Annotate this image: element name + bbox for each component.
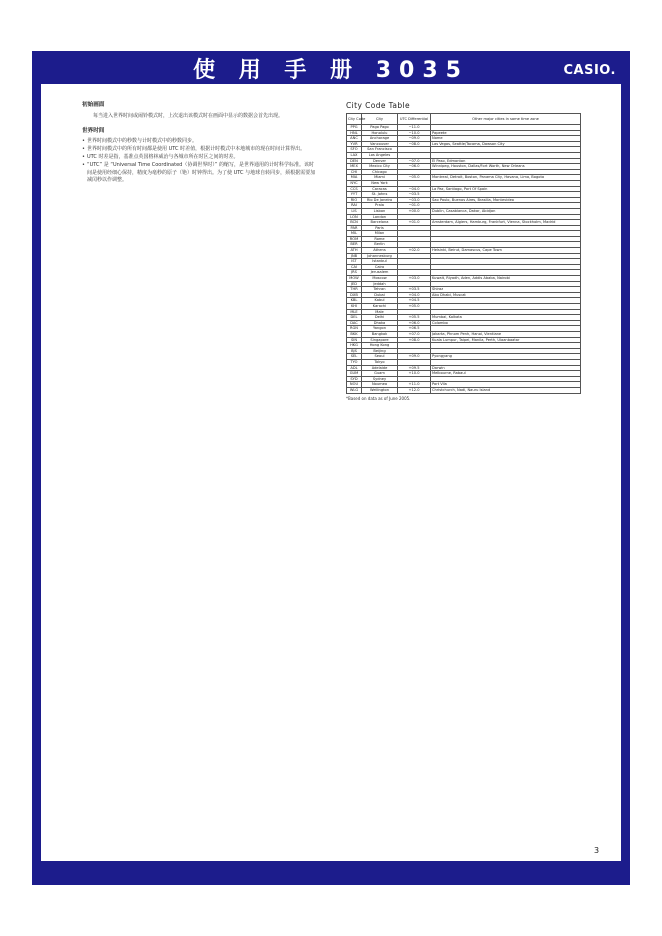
table-row: [347, 220, 581, 226]
cell-utc: +06.0: [398, 320, 431, 326]
cell-city: Vancouver: [362, 141, 398, 147]
content-page: [41, 84, 621, 861]
cell-city-code: MEX: [347, 164, 362, 170]
cell-city-code: PAR: [347, 225, 362, 231]
cell-city-code: JED: [347, 281, 362, 287]
cell-city: Caracas: [362, 186, 398, 192]
cell-utc: −07.0: [398, 158, 431, 164]
cell-city-code: BCN: [347, 220, 362, 226]
cell-city: Tokyo: [362, 359, 398, 365]
world-time-notes: [82, 138, 317, 185]
cell-city-code: BJS: [347, 348, 362, 354]
cell-utc: +04.0: [398, 292, 431, 298]
cell-city: Anchorage: [362, 136, 398, 142]
header-city-code: City Code: [347, 114, 362, 125]
header-bar: [32, 51, 630, 81]
cell-city-code: MIL: [347, 231, 362, 237]
cell-other-cities: Papeete: [431, 130, 581, 136]
cell-city: Rome: [362, 236, 398, 242]
cell-utc: −03.0: [398, 197, 431, 203]
cell-city: Yangon: [362, 326, 398, 332]
cell-city: St. Johns: [362, 192, 398, 198]
cell-city-code: DEL: [347, 315, 362, 321]
cell-city-code: LIS: [347, 208, 362, 214]
cell-city-code: NYC: [347, 180, 362, 186]
section-title-initial-screen: 初始画面: [82, 102, 105, 108]
cell-city-code: ROM: [347, 236, 362, 242]
cell-city-code: SFO: [347, 147, 362, 153]
cell-other-cities: Mumbai, Kolkata: [431, 315, 581, 321]
cell-city: Tehran: [362, 287, 398, 293]
table-body: [347, 125, 581, 394]
cell-city: Beijing: [362, 348, 398, 354]
cell-utc: +01.0: [398, 220, 431, 226]
cell-city: Hong Kong: [362, 343, 398, 349]
cell-city: Singapore: [362, 337, 398, 343]
left-column: [82, 102, 317, 185]
cell-city-code: TYO: [347, 359, 362, 365]
cell-other-cities: El Paso, Edmonton: [431, 158, 581, 164]
cell-utc: −11.0: [398, 125, 431, 131]
cell-utc: −01.0: [398, 203, 431, 209]
note-item: • 世界时间模式中的秒数与计时模式中的秒数同步。: [82, 138, 317, 146]
cell-city: Lisbon: [362, 208, 398, 214]
cell-city-code: MIA: [347, 175, 362, 181]
note-item: • “UTC” 是 “Universal Time Coordinated（协调世界时）” 的缩写，是世界通用的计时科学标准。该时间是使用经细心保持，精度为毫秒的原子（铯）时钟得出。为了使 UTC 与地球自转同步，须根据需要加减闰秒以作调整。: [82, 162, 317, 185]
cell-city-code: SEL: [347, 354, 362, 360]
cell-city: Karachi: [362, 304, 398, 310]
cell-city-code: HNL: [347, 130, 362, 136]
cell-utc: −06.0: [398, 164, 431, 170]
cell-other-cities: Kuwait, Riyadh, Aden, Addis Ababa, Nairobi: [431, 276, 581, 282]
cell-city: Praia: [362, 203, 398, 209]
cell-other-cities: Las Vegas, Seattle/Tacoma, Dawson City: [431, 141, 581, 147]
cell-utc: +05.0: [398, 304, 431, 310]
cell-city: Sydney: [362, 376, 398, 382]
cell-city-code: MLE: [347, 309, 362, 315]
cell-city-code: NOU: [347, 382, 362, 388]
cell-utc: +04.5: [398, 298, 431, 304]
cell-other-cities: Darwin: [431, 365, 581, 371]
cell-city: Bangkok: [362, 331, 398, 337]
cell-other-cities: Jakarta, Phnom Penh, Hanoi, Vientiane: [431, 331, 581, 337]
cell-city-code: BER: [347, 242, 362, 248]
cell-city: Adelaide: [362, 365, 398, 371]
right-column: [346, 101, 580, 401]
cell-city: Moscow: [362, 276, 398, 282]
cell-city: Dubai: [362, 292, 398, 298]
cell-city: New York: [362, 180, 398, 186]
cell-city-code: RAI: [347, 203, 362, 209]
cell-city: Rio De Janeiro: [362, 197, 398, 203]
cell-city: Delhi: [362, 315, 398, 321]
cell-other-cities: Dublin, Casablanca, Dakar, Abidjan: [431, 208, 581, 214]
cell-city: Honolulu: [362, 130, 398, 136]
cell-city-code: DXB: [347, 292, 362, 298]
casio-logo: CASIO.: [563, 63, 616, 78]
note-item: • UTC 时差是指，基准点英国格林威治与各城市所在时区之间的时差。: [82, 154, 317, 162]
cell-city-code: MOW: [347, 276, 362, 282]
cell-city: Dhaka: [362, 320, 398, 326]
cell-city-code: IST: [347, 259, 362, 265]
cell-utc: −03.5: [398, 192, 431, 198]
cell-utc: −05.0: [398, 175, 431, 181]
cell-city: Athens: [362, 248, 398, 254]
cell-city-code: KHI: [347, 304, 362, 310]
cell-city: Kabul: [362, 298, 398, 304]
cell-utc: +08.0: [398, 337, 431, 343]
cell-other-cities: La Paz, Santiago, Port Of Spain: [431, 186, 581, 192]
cell-utc: +09.0: [398, 354, 431, 360]
cell-city-code: DEN: [347, 158, 362, 164]
cell-other-cities: Kuala Lumpur, Taipei, Manila, Perth, Ulaanbaatar: [431, 337, 581, 343]
city-code-table: [346, 113, 581, 394]
cell-utc: −10.0: [398, 130, 431, 136]
cell-utc: +11.0: [398, 382, 431, 388]
cell-utc: −04.0: [398, 186, 431, 192]
cell-other-cities: Christchurch, Nadi, Nauru Island: [431, 387, 581, 393]
cell-other-cities: Abu Dhabi, Muscat: [431, 292, 581, 298]
cell-city-code: LAX: [347, 152, 362, 158]
cell-city-code: YVR: [347, 141, 362, 147]
cell-city: Los Angeles: [362, 152, 398, 158]
cell-city-code: CHI: [347, 169, 362, 175]
cell-utc: +00.0: [398, 208, 431, 214]
cell-city: Jeddah: [362, 281, 398, 287]
cell-city-code: JRS: [347, 270, 362, 276]
cell-city-code: SIN: [347, 337, 362, 343]
table-header-row: [347, 114, 581, 125]
cell-city: London: [362, 214, 398, 220]
cell-other-cities: Port Vila: [431, 382, 581, 388]
cell-other-cities: Pyongyang: [431, 354, 581, 360]
cell-other-cities: Shiraz: [431, 287, 581, 293]
cell-city: Jerusalem: [362, 270, 398, 276]
cell-city: Guam: [362, 371, 398, 377]
cell-city: Denver: [362, 158, 398, 164]
cell-city: San Francisco: [362, 147, 398, 153]
cell-other-cities: Winnipeg, Houston, Dallas/Fort Worth, New Orleans: [431, 164, 581, 170]
page-number: 3: [594, 846, 600, 855]
cell-city: Barcelona: [362, 220, 398, 226]
cell-city: Milan: [362, 231, 398, 237]
cell-other-cities: Melbourne, Rabaul: [431, 371, 581, 377]
cell-city-code: KBL: [347, 298, 362, 304]
cell-city-code: BKK: [347, 331, 362, 337]
cell-other-cities: Helsinki, Beirut, Damascus, Cape Town: [431, 248, 581, 254]
cell-city-code: PPG: [347, 125, 362, 131]
cell-city-code: SYD: [347, 376, 362, 382]
cell-city-code: ADL: [347, 365, 362, 371]
cell-city-code: GUM: [347, 371, 362, 377]
cell-utc: +03.0: [398, 276, 431, 282]
cell-utc: +03.5: [398, 287, 431, 293]
footnote: *Based on data as of June 2005.: [346, 395, 411, 401]
cell-city-code: ATH: [347, 248, 362, 254]
cell-city-code: CAI: [347, 264, 362, 270]
cell-city-code: HKG: [347, 343, 362, 349]
cell-utc: +12.0: [398, 387, 431, 393]
cell-city-code: CCS: [347, 186, 362, 192]
cell-city: Miami: [362, 175, 398, 181]
cell-city: Paris: [362, 225, 398, 231]
cell-other-cities: Colombo: [431, 320, 581, 326]
cell-other-cities: Nome: [431, 136, 581, 142]
cell-city: Berlin: [362, 242, 398, 248]
cell-city: Istanbul: [362, 259, 398, 265]
cell-city: Wellington: [362, 387, 398, 393]
cell-utc: +05.5: [398, 315, 431, 321]
cell-city: Male: [362, 309, 398, 315]
cell-city-code: JNB: [347, 253, 362, 259]
cell-city: Seoul: [362, 354, 398, 360]
cell-city-code: RGN: [347, 326, 362, 332]
cell-other-cities: Amsterdam, Algiers, Hamburg, Frankfurt, Vienna, Stockholm, Madrid: [431, 220, 581, 226]
note-item: • 世界时间模式中的所有时间都是使用 UTC 时差值，根据计时模式中本地城市的现在时间计算得出。: [82, 146, 317, 154]
cell-city-code: THR: [347, 287, 362, 293]
cell-city: Cairo: [362, 264, 398, 270]
cell-utc: −08.0: [398, 141, 431, 147]
cell-city: Johannesburg: [362, 253, 398, 259]
cell-utc: +06.5: [398, 326, 431, 332]
cell-city: Chicago: [362, 169, 398, 175]
section-title-world-time: 世界时间: [82, 127, 105, 134]
cell-city-code: ANC: [347, 136, 362, 142]
cell-city-code: DAC: [347, 320, 362, 326]
cell-utc: −09.0: [398, 136, 431, 142]
cell-utc: +10.0: [398, 371, 431, 377]
cell-city-code: RIO: [347, 197, 362, 203]
initial-screen-text: 每当进入世界时间或闹铃模式时，上次退出该模式时在画面中显示的数据会首先出现。: [93, 112, 284, 119]
cell-other-cities: Sao Paulo, Buenos Aires, Brasilia, Montevideo: [431, 197, 581, 203]
cell-utc: +07.0: [398, 331, 431, 337]
header-utc: UTC Differential: [398, 114, 431, 125]
cell-utc: +02.0: [398, 248, 431, 254]
manual-title: 使 用 手 册 3035: [193, 58, 469, 83]
cell-city-code: WLG: [347, 387, 362, 393]
cell-city: Mexico City: [362, 164, 398, 170]
cell-utc: +09.5: [398, 365, 431, 371]
table-title: City Code Table: [346, 101, 411, 110]
cell-city: Noumea: [362, 382, 398, 388]
cell-city-code: LON: [347, 214, 362, 220]
cell-city-code: YYT: [347, 192, 362, 198]
table-row: [347, 387, 581, 393]
cell-other-cities: Montreal, Detroit, Boston, Panama City, Havana, Lima, Bogota: [431, 175, 581, 181]
header-city: City: [362, 114, 398, 125]
header-other-cities: Other major cities in same time zone: [431, 114, 581, 125]
cell-city: Pago Pago: [362, 125, 398, 131]
